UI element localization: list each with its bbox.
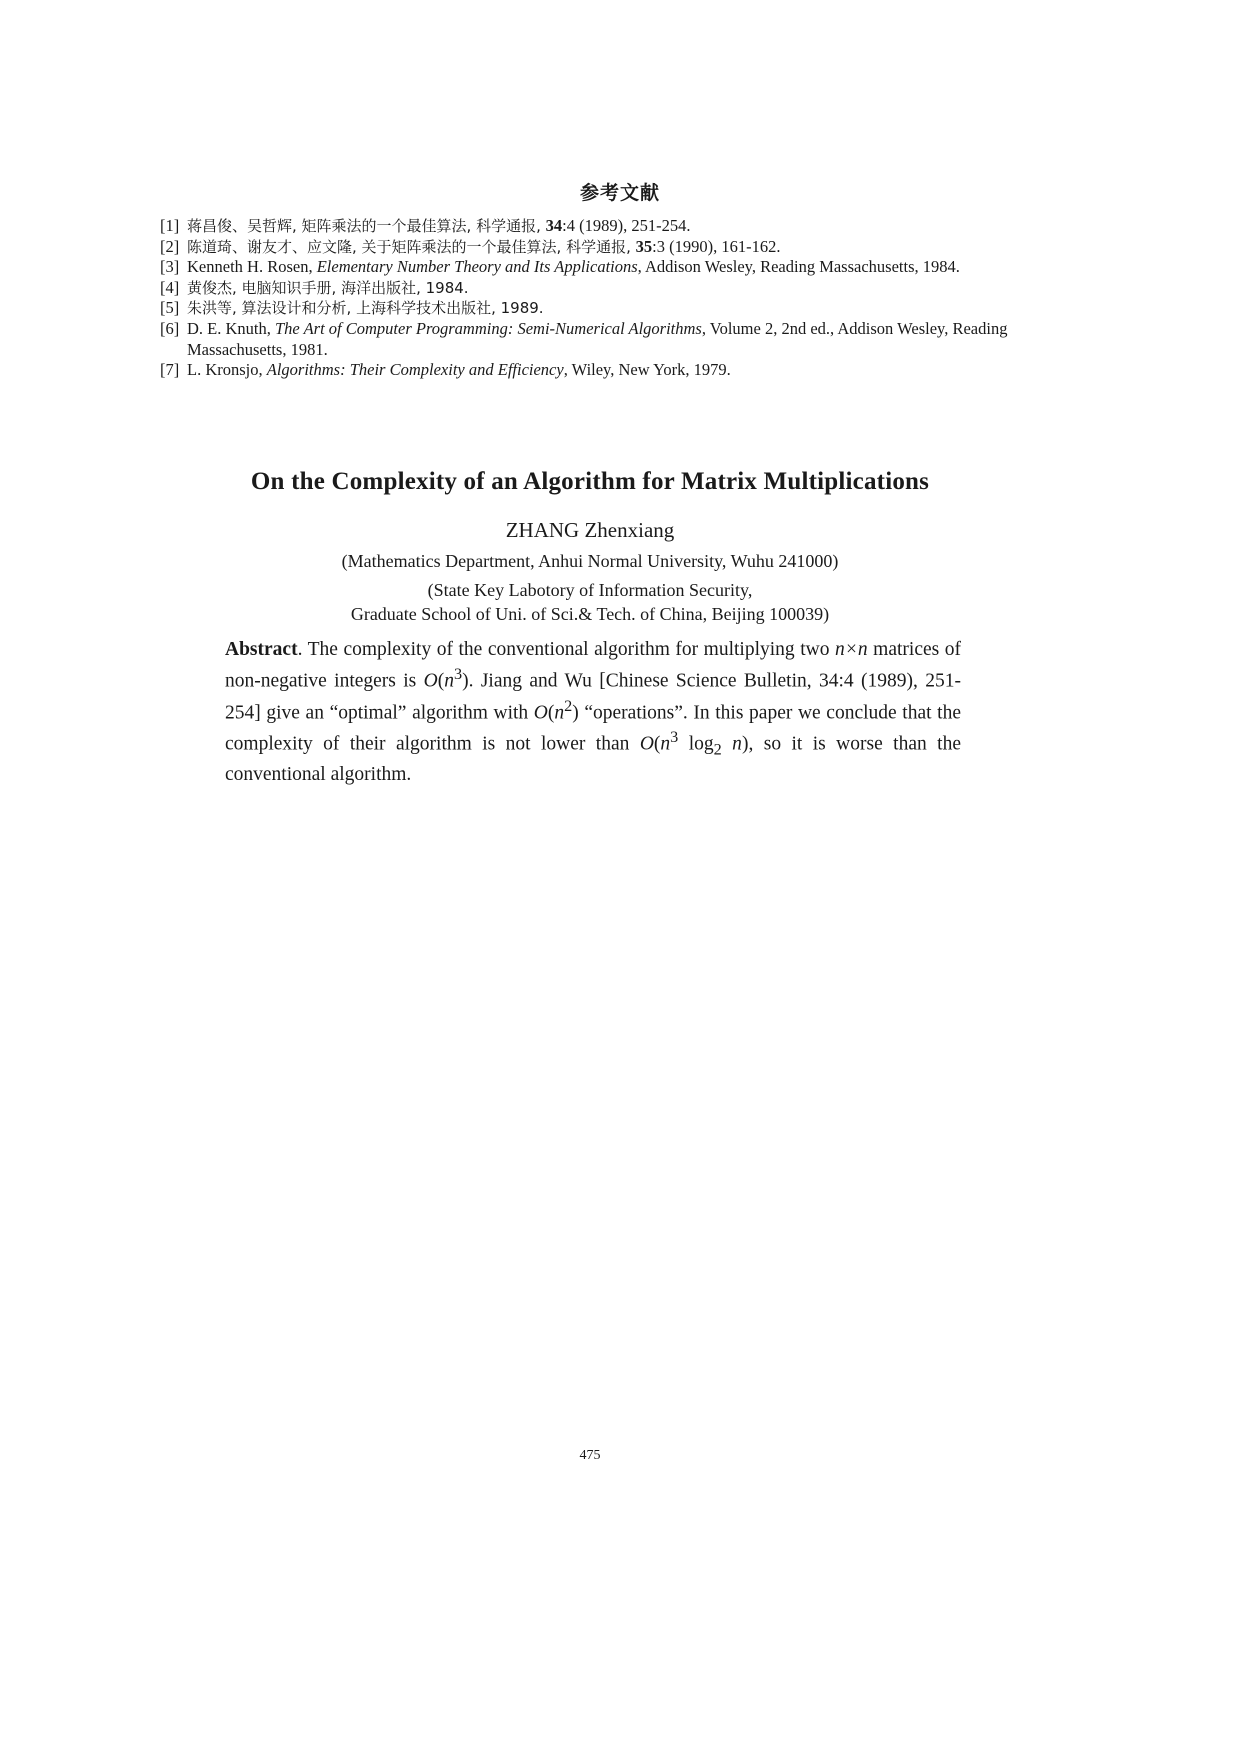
page-number: 475 [579, 1448, 601, 1463]
reference-number: [4] [160, 277, 180, 297]
math-paren: ( [547, 702, 555, 723]
paper-title: On the Complexity of an Algorithm for Matrix Multiplications [250, 468, 930, 495]
math-exponent: 2 [564, 696, 573, 715]
reference-authors: 蒋昌俊、吴哲辉, 矩阵乘法的一个最佳算法, 科学通报, [187, 217, 546, 235]
reference-item [160, 360, 1030, 381]
math-paren: ( [653, 733, 661, 755]
math-paren: ) [572, 702, 579, 723]
math-expression: O [639, 733, 654, 755]
paper-author: ZHANG Zhenxiang [505, 518, 675, 542]
reference-list [160, 216, 1030, 381]
author-affiliation: (Mathematics Department, Anhui Normal University, Wuhu 241000) [341, 551, 839, 571]
math-exponent: 3 [453, 665, 463, 683]
math-expression: O [533, 702, 548, 723]
reference-number: [1] [160, 216, 180, 235]
reference-item [160, 319, 1030, 360]
abstract [225, 637, 961, 787]
author-affiliation-secondary [0, 578, 1180, 626]
math-exponent: 3 [670, 728, 679, 746]
reference-item [160, 298, 1030, 319]
reference-title: The Art of Computer Programming: Semi-Numerical Algorithms [275, 318, 702, 338]
reference-authors: D. E. Knuth, [187, 318, 275, 338]
reference-title: Algorithms: Their Complexity and Efficiency [266, 360, 564, 380]
math-expression: O [423, 670, 438, 692]
reference-item [160, 216, 1030, 237]
reference-text: 黄俊杰, 电脑知识手册, 海洋出版社, 1984. [187, 278, 469, 297]
reference-volume: 34 [545, 216, 563, 235]
reference-rest: :3 (1990), 161-162. [652, 236, 781, 256]
math-expression: n×n [834, 639, 868, 660]
math-log: log [678, 733, 714, 755]
affiliation-line: (State Key Labotory of Information Security, [427, 580, 753, 600]
reference-item [160, 257, 1030, 278]
abstract-text: . Jiang and Wu [Chinese Science Bulletin, 34:4 (1989), 251-254] give an “optimal” algorithm with [225, 670, 961, 723]
abstract-text: , so it is worse than the conventional algorithm. [225, 733, 961, 786]
abstract-label: Abstract [225, 639, 298, 660]
abstract-text: “operations”. In this paper we conclude that the complexity of their algorithm is not lower than [225, 702, 961, 755]
reference-rest: , Addison Wesley, Reading Massachusetts, 1984. [637, 257, 960, 277]
math-variable: n [721, 733, 742, 755]
reference-number: [7] [160, 360, 180, 380]
math-paren: ) [741, 733, 749, 755]
math-paren: ( [437, 670, 445, 692]
reference-number: [2] [160, 236, 180, 256]
math-variable: n [660, 733, 671, 755]
reference-text: 朱洪等, 算法设计和分析, 上海科学技术出版社, 1989. [187, 299, 544, 318]
reference-item [160, 278, 1030, 299]
math-paren: ) [462, 670, 469, 692]
reference-authors: 陈道琦、谢友才、应文隆, 关于矩阵乘法的一个最佳算法, 科学通报, [187, 237, 636, 256]
reference-number: [6] [160, 318, 180, 338]
reference-authors: Kenneth H. Rosen, [187, 257, 317, 277]
abstract-text: matrices of non-negative integers is [225, 639, 961, 692]
reference-authors: L. Kronsjo, [187, 360, 267, 380]
math-variable: n [444, 670, 454, 692]
reference-number: [5] [160, 298, 180, 318]
abstract-text: . The complexity of the conventional algorithm for multiplying two [297, 639, 835, 660]
reference-item [160, 237, 1030, 258]
reference-rest: , Volume 2, 2nd ed., Addison Wesley, Reading Massachusetts, 1981. [187, 318, 1008, 359]
references-heading: 参考文献 [579, 182, 660, 204]
reference-rest: , Wiley, New York, 1979. [563, 360, 731, 380]
reference-title: Elementary Number Theory and Its Applications [316, 257, 638, 277]
math-subscript: 2 [713, 740, 722, 759]
reference-rest: :4 (1989), 251-254. [562, 216, 691, 235]
reference-volume: 35 [635, 236, 653, 256]
math-variable: n [554, 702, 565, 723]
affiliation-line: Graduate School of Uni. of Sci.& Tech. of China, Beijing 100039) [350, 604, 830, 624]
reference-number: [3] [160, 257, 180, 277]
